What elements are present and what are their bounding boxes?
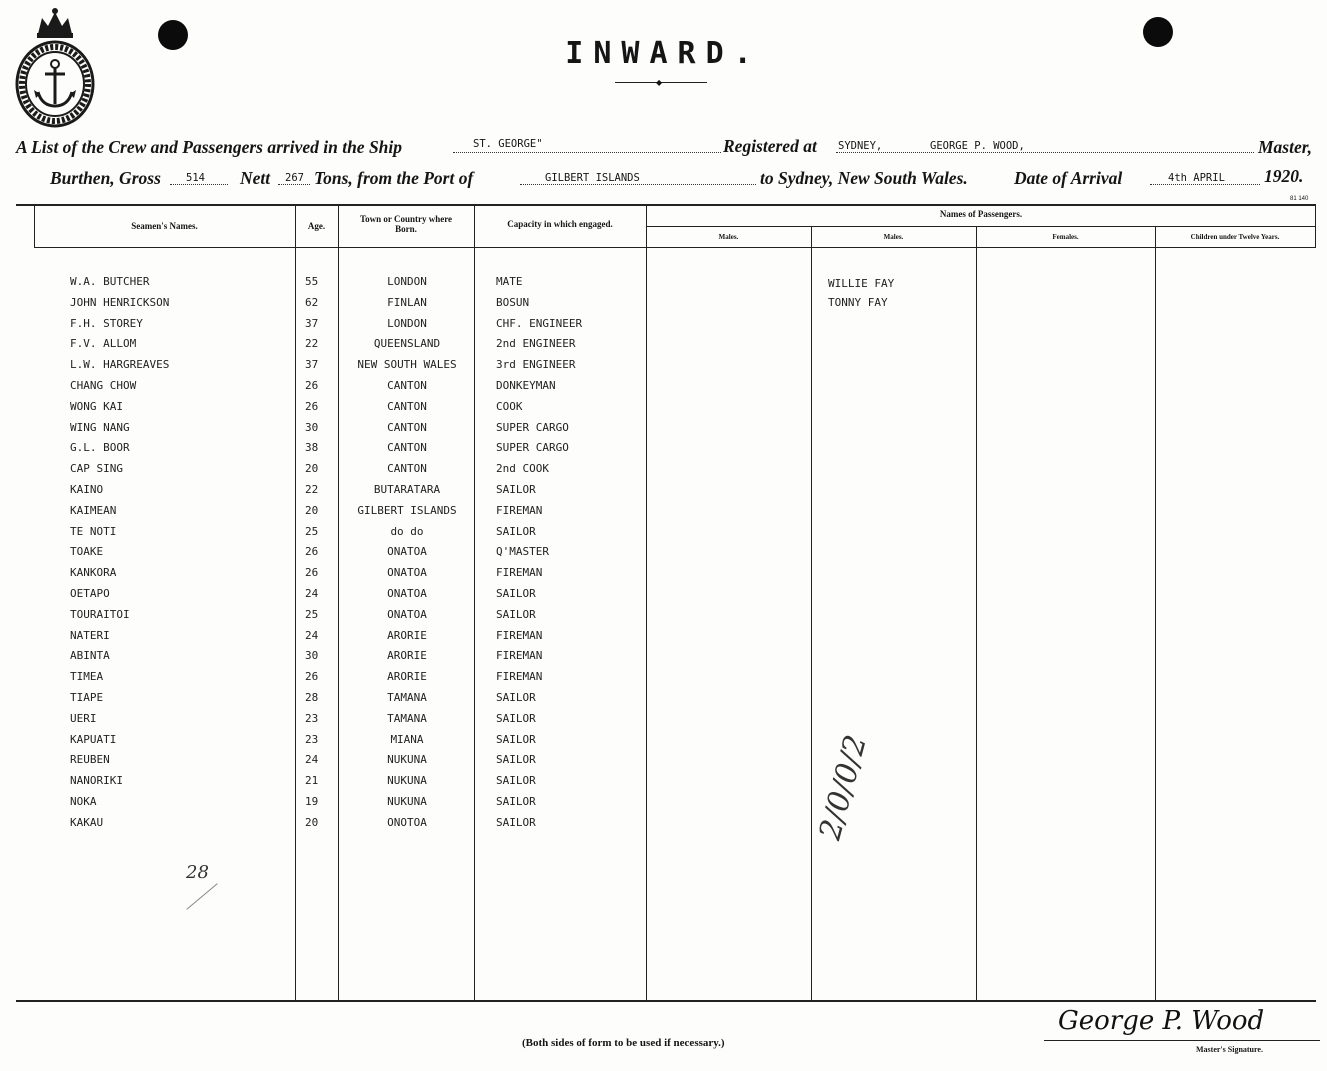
crew-capacity-18: FIREMAN bbox=[496, 629, 543, 642]
col-divider-born bbox=[338, 206, 339, 1000]
crew-name-17: TOURAITOI bbox=[70, 608, 130, 621]
crew-capacity-14: Q'MASTER bbox=[496, 545, 549, 558]
crew-capacity-26: SAILOR bbox=[496, 795, 536, 808]
ship-name: ST. GEORGE" bbox=[473, 138, 543, 150]
crew-name-18: NATERI bbox=[70, 629, 110, 642]
burthen-label: Burthen, Gross bbox=[50, 168, 161, 188]
col-divider-females bbox=[976, 226, 977, 1000]
crew-age-25: 21 bbox=[305, 774, 319, 787]
arrival-label: Date of Arrival bbox=[1014, 168, 1123, 188]
handwritten-date-mark: 2/0/0/2 bbox=[812, 731, 875, 844]
crew-name-13: TE NOTI bbox=[70, 525, 117, 538]
from-port-label: Tons, from the Port of bbox=[314, 168, 474, 188]
header-line-1-label: A List of the Crew and Passengers arrived in the Ship bbox=[16, 137, 403, 157]
crew-capacity-11: SAILOR bbox=[496, 483, 536, 496]
col-header-born: Town or Country where Born. bbox=[359, 214, 453, 234]
crew-age-1: 55 bbox=[305, 275, 319, 288]
crew-born-21: TAMANA bbox=[387, 691, 427, 704]
col-header-males-2: Males. bbox=[883, 233, 904, 241]
crew-born-17: ONATOA bbox=[387, 608, 427, 621]
master-name: GEORGE P. WOOD, bbox=[930, 140, 1025, 152]
crew-name-27: KAKAU bbox=[70, 816, 104, 829]
crew-name-25: NANORIKI bbox=[70, 774, 123, 787]
crew-name-23: KAPUATI bbox=[70, 733, 117, 746]
form-number: 81 140 bbox=[1290, 196, 1309, 202]
crew-age-5: 37 bbox=[305, 358, 319, 371]
col-divider-capacity bbox=[474, 206, 475, 1000]
crew-born-19: ARORIE bbox=[387, 649, 427, 662]
nett-tons: 267 bbox=[285, 172, 304, 184]
col-header-name: Seamen's Names. bbox=[131, 221, 198, 231]
crew-capacity-7: COOK bbox=[496, 400, 523, 413]
registered-port: SYDNEY, bbox=[838, 140, 883, 152]
crew-born-20: ARORIE bbox=[387, 670, 427, 683]
crew-age-15: 26 bbox=[305, 566, 319, 579]
crew-capacity-24: SAILOR bbox=[496, 753, 536, 766]
crew-capacity-12: FIREMAN bbox=[496, 504, 543, 517]
crew-born-2: FINLAN bbox=[387, 296, 427, 309]
crew-born-26: NUKUNA bbox=[387, 795, 427, 808]
crew-age-8: 30 bbox=[305, 421, 319, 434]
gross-tons: 514 bbox=[186, 172, 205, 184]
crew-age-2: 62 bbox=[305, 296, 319, 309]
pencil-stroke bbox=[186, 883, 217, 909]
col-divider-children bbox=[1155, 226, 1156, 1000]
crew-age-20: 26 bbox=[305, 670, 319, 683]
crew-born-10: CANTON bbox=[387, 462, 427, 475]
crew-age-16: 24 bbox=[305, 587, 319, 600]
crew-age-23: 23 bbox=[305, 733, 319, 746]
crew-born-15: ONATOA bbox=[387, 566, 427, 579]
crew-age-12: 20 bbox=[305, 504, 319, 517]
crew-age-6: 26 bbox=[305, 379, 319, 392]
crew-capacity-9: SUPER CARGO bbox=[496, 441, 569, 454]
crew-age-3: 37 bbox=[305, 317, 319, 330]
crew-age-14: 26 bbox=[305, 545, 319, 558]
crew-age-17: 25 bbox=[305, 608, 319, 621]
crew-capacity-25: SAILOR bbox=[496, 774, 536, 787]
crew-name-6: CHANG CHOW bbox=[70, 379, 137, 392]
col-header-capacity: Capacity in which engaged. bbox=[507, 219, 613, 229]
arrival-date: 4th APRIL bbox=[1168, 172, 1225, 184]
col-divider-age bbox=[295, 206, 296, 1000]
crew-born-23: MIANA bbox=[390, 733, 424, 746]
col-divider-males2 bbox=[811, 226, 812, 1000]
col-header-age: Age. bbox=[307, 221, 326, 231]
passengers-sub-rule bbox=[646, 226, 1316, 227]
crew-age-4: 22 bbox=[305, 337, 319, 350]
crew-age-22: 23 bbox=[305, 712, 319, 725]
col-header-children: Children under Twelve Years. bbox=[1190, 233, 1280, 241]
col-header-males-1: Males. bbox=[718, 233, 739, 241]
crew-age-11: 22 bbox=[305, 483, 319, 496]
crew-capacity-17: SAILOR bbox=[496, 608, 536, 621]
passenger-male-2: TONNY FAY bbox=[828, 296, 888, 309]
crew-name-9: G.L. BOOR bbox=[70, 441, 130, 454]
crew-born-18: ARORIE bbox=[387, 629, 427, 642]
crew-capacity-4: 2nd ENGINEER bbox=[496, 337, 576, 350]
destination-label: to Sydney, New South Wales. bbox=[760, 168, 968, 188]
crew-capacity-20: FIREMAN bbox=[496, 670, 543, 683]
crew-age-19: 30 bbox=[305, 649, 319, 662]
header-bottom-rule bbox=[34, 247, 1316, 248]
crew-born-9: CANTON bbox=[387, 441, 427, 454]
crew-capacity-16: SAILOR bbox=[496, 587, 536, 600]
crew-born-16: ONATOA bbox=[387, 587, 427, 600]
crew-capacity-10: 2nd COOK bbox=[496, 462, 549, 475]
crew-name-14: TOAKE bbox=[70, 545, 104, 558]
crew-name-7: WONG KAI bbox=[70, 400, 123, 413]
crew-age-13: 25 bbox=[305, 525, 319, 538]
crew-born-12: GILBERT ISLANDS bbox=[357, 504, 457, 517]
crew-age-27: 20 bbox=[305, 816, 319, 829]
crew-name-16: OETAPO bbox=[70, 587, 110, 600]
crew-capacity-13: SAILOR bbox=[496, 525, 536, 538]
crew-born-24: NUKUNA bbox=[387, 753, 427, 766]
from-port: GILBERT ISLANDS bbox=[545, 172, 640, 184]
crew-name-1: W.A. BUTCHER bbox=[70, 275, 150, 288]
crew-name-24: REUBEN bbox=[70, 753, 110, 766]
crew-name-3: F.H. STOREY bbox=[70, 317, 143, 330]
crew-born-7: CANTON bbox=[387, 400, 427, 413]
crew-name-2: JOHN HENRICKSON bbox=[70, 296, 170, 309]
signature-line bbox=[1044, 1040, 1320, 1041]
crew-capacity-1: MATE bbox=[496, 275, 523, 288]
crew-born-11: BUTARATARA bbox=[373, 483, 441, 496]
crew-name-21: TIAPE bbox=[70, 691, 104, 704]
crew-name-4: F.V. ALLOM bbox=[70, 337, 137, 350]
arrival-year: 1920. bbox=[1264, 166, 1304, 186]
title-ornament: ◆ bbox=[656, 78, 663, 87]
crew-capacity-5: 3rd ENGINEER bbox=[496, 358, 576, 371]
handwritten-count: 28 bbox=[186, 862, 209, 883]
crew-age-24: 24 bbox=[305, 753, 319, 766]
col-divider-passengers bbox=[646, 206, 647, 1000]
crew-capacity-8: SUPER CARGO bbox=[496, 421, 569, 434]
crew-name-26: NOKA bbox=[70, 795, 97, 808]
table-top-rule bbox=[16, 204, 1316, 206]
footer-note: (Both sides of form to be used if necessary.) bbox=[522, 1037, 725, 1049]
crew-name-8: WING NANG bbox=[70, 421, 130, 434]
crew-name-5: L.W. HARGREAVES bbox=[70, 358, 170, 371]
crew-name-15: KANKORA bbox=[70, 566, 117, 579]
crew-capacity-27: SAILOR bbox=[496, 816, 536, 829]
crew-capacity-2: BOSUN bbox=[496, 296, 530, 309]
crew-capacity-15: FIREMAN bbox=[496, 566, 543, 579]
signature-label: Master's Signature. bbox=[1196, 1045, 1263, 1054]
crew-born-8: CANTON bbox=[387, 421, 427, 434]
col-header-passengers: Names of Passengers. bbox=[939, 209, 1023, 219]
crew-age-10: 20 bbox=[305, 462, 319, 475]
crew-age-7: 26 bbox=[305, 400, 319, 413]
crew-capacity-3: CHF. ENGINEER bbox=[496, 317, 583, 330]
crew-born-5: NEW SOUTH WALES bbox=[357, 358, 457, 371]
master-signature: George P. Wood bbox=[1058, 1006, 1265, 1036]
crew-name-12: KAIMEAN bbox=[70, 504, 117, 517]
crew-age-21: 28 bbox=[305, 691, 319, 704]
crew-capacity-22: SAILOR bbox=[496, 712, 536, 725]
crew-born-13: do do bbox=[390, 525, 424, 538]
crew-name-20: TIMEA bbox=[70, 670, 104, 683]
registered-line bbox=[836, 138, 1254, 153]
crew-name-11: KAINO bbox=[70, 483, 104, 496]
crew-name-22: UERI bbox=[70, 712, 97, 725]
crew-age-18: 24 bbox=[305, 629, 319, 642]
crew-capacity-6: DONKEYMAN bbox=[496, 379, 556, 392]
crew-name-19: ABINTA bbox=[70, 649, 110, 662]
crew-born-27: ONOTOA bbox=[387, 816, 427, 829]
col-header-females: Females. bbox=[1052, 233, 1079, 241]
crew-born-4: QUEENSLAND bbox=[373, 337, 441, 350]
crew-capacity-23: SAILOR bbox=[496, 733, 536, 746]
passenger-male-1: WILLIE FAY bbox=[828, 277, 895, 290]
crew-age-9: 38 bbox=[305, 441, 319, 454]
master-label: Master, bbox=[1258, 137, 1312, 157]
crew-age-26: 19 bbox=[305, 795, 319, 808]
crew-born-1: LONDON bbox=[387, 275, 427, 288]
crew-born-22: TAMANA bbox=[387, 712, 427, 725]
crew-born-25: NUKUNA bbox=[387, 774, 427, 787]
nett-label: Nett bbox=[240, 168, 271, 188]
crew-capacity-19: FIREMAN bbox=[496, 649, 543, 662]
crew-name-10: CAP SING bbox=[70, 462, 123, 475]
registered-label: Registered at bbox=[723, 136, 817, 156]
crew-born-6: CANTON bbox=[387, 379, 427, 392]
page-title: INWARD. bbox=[565, 36, 762, 71]
crew-born-14: ONATOA bbox=[387, 545, 427, 558]
crew-capacity-21: SAILOR bbox=[496, 691, 536, 704]
crew-born-3: LONDON bbox=[387, 317, 427, 330]
table-bottom-rule bbox=[16, 1000, 1316, 1002]
